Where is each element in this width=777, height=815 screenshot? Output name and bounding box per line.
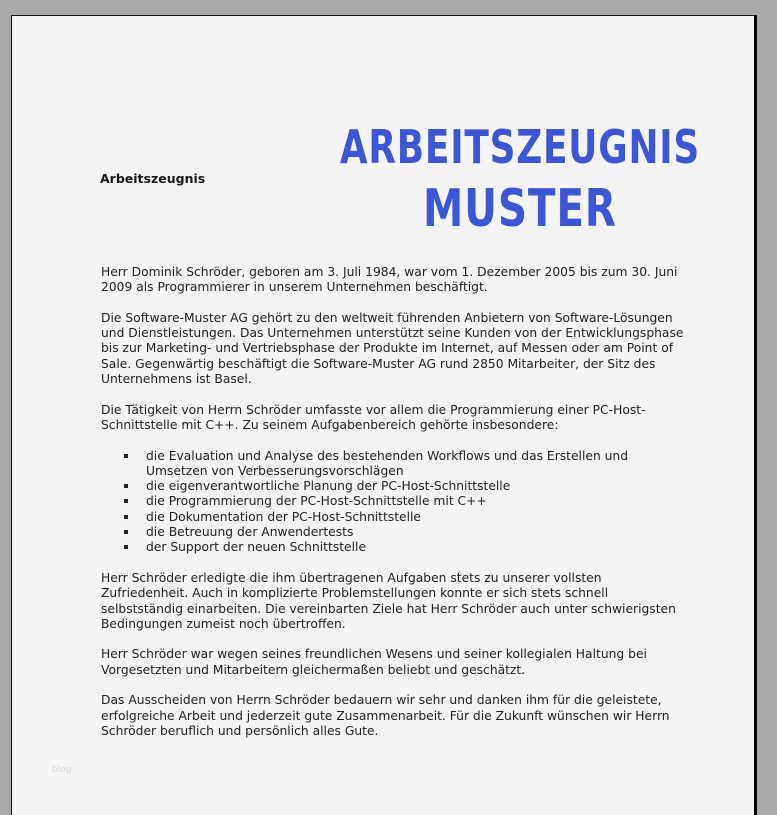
banner-title — [330, 120, 710, 239]
document-heading: Arbeitszeugnis — [100, 171, 206, 186]
task-text: die Programmierung der PC-Host-Schnittstelle mit C++ — [146, 494, 487, 509]
task-text: die Evaluation und Analyse des bestehenden Workflows und das Erstellen und Umsetzen von Verbesserungsvorschlägen — [146, 448, 629, 478]
banner-title-line2: MUSTER — [423, 179, 617, 239]
bullet-square-icon — [124, 515, 128, 519]
document-body — [101, 265, 691, 755]
bullet-square-icon — [124, 530, 128, 534]
task-list-item — [101, 449, 691, 480]
task-list-item — [101, 525, 691, 540]
bullet-square-icon — [124, 484, 128, 488]
paragraph-performance: Herr Schröder erledigte die ihm übertragenen Aufgaben stets zu unserer vollsten Zufriedenheit. Auch in komplizierte Problemstellungen konnte er sich stets schnell selbstständig einarbeiten. Die vereinbarten Ziele hat Herr Schröder auch unter schwierigsten Bedingungen zumeist noch übertroffen. — [101, 570, 676, 631]
task-list-item — [101, 510, 691, 525]
task-list-item — [101, 540, 691, 555]
task-list-item — [101, 494, 691, 509]
paragraph-intro: Herr Dominik Schröder, geboren am 3. Juli 1984, war vom 1. Dezember 2005 bis zum 30. Juni 2009 als Programmierer in unserem Unternehmen beschäftigt. — [101, 265, 678, 295]
paragraph-activity: Die Tätigkeit von Herrn Schröder umfasste vor allem die Programmierung einer PC-Host-Schnittstelle mit C++. Zu seinem Aufgabenbereich gehörte insbesondere: — [101, 402, 646, 432]
task-text: die Dokumentation der PC-Host-Schnittstelle — [146, 509, 421, 524]
watermark: blog — [52, 765, 72, 775]
task-text: der Support der neuen Schnittstelle — [146, 540, 367, 555]
task-text: die eigenverantwortliche Planung der PC-Host-Schnittstelle — [146, 479, 511, 494]
task-list — [101, 449, 691, 556]
paragraph-farewell: Das Ausscheiden von Herrn Schröder bedauern wir sehr und danken ihm für die geleistete, erfolgreiche Arbeit und jederzeit gute Zusammenarbeit. Für die Zukunft wünschen wir Herrn Schröder beruflich und persönlich alles Gute. — [101, 693, 670, 738]
paragraph-conduct: Herr Schröder war wegen seines freundlichen Wesens und seiner kollegialen Haltung bei Vorgesetzten und Mitarbeitern gleichermaßen beliebt und geschätzt. — [101, 647, 647, 677]
banner-title-line1: ARBEITSZEUGNIS — [339, 120, 701, 174]
bullet-square-icon — [124, 499, 128, 503]
task-list-item — [101, 479, 691, 494]
bullet-square-icon — [124, 454, 128, 458]
bullet-square-icon — [124, 545, 128, 549]
paragraph-company: Die Software-Muster AG gehört zu den weltweit führenden Anbietern von Software-Lösungen und Dienstleistungen. Das Unternehmen unterstützt seine Kunden von der Entwicklungsphase bis zur Marketing- und Vertriebsphase der Produkte im Internet, auf Messen oder am Point of Sale. Gegenwärtig beschäftigt die Software-Muster AG rund 2850 Mitarbeiter, der Sitz des Unternehmens ist Basel. — [101, 310, 684, 387]
task-text: die Betreuung der Anwendertests — [146, 525, 354, 540]
